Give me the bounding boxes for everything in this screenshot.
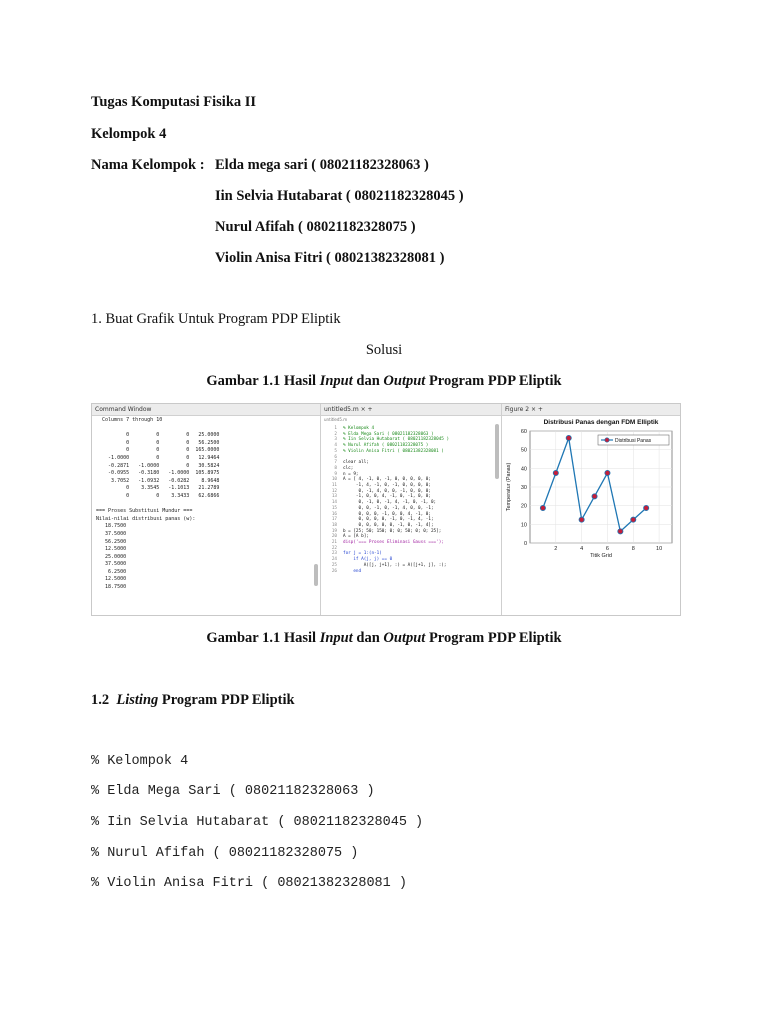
data-point [631, 517, 636, 522]
line-number: 20 [331, 534, 337, 540]
line-number: 18 [331, 522, 337, 528]
code-text: % Nurul Afifah ( 08021182328075 ) [343, 443, 429, 449]
code-text: 0, 0, -1, 0, -1, 4, 0, 0, -1; [343, 505, 434, 511]
x-tick-label: 4 [580, 546, 584, 552]
command-scrollbar[interactable] [314, 564, 318, 586]
command-output-line: 0 0 3.3433 62.6866 [96, 492, 220, 499]
line-number: 26 [331, 568, 337, 574]
command-output-line: 37.5000 [96, 561, 127, 568]
command-output-line: Nilai-nilai distribusi panas (w): [96, 515, 196, 522]
legend-marker [605, 438, 609, 442]
line-number: 21 [331, 540, 337, 546]
code-text: for j = 1:(n-1) [343, 551, 382, 557]
command-output-line: 12.5000 [96, 576, 127, 583]
data-point [566, 435, 571, 440]
code-line-1: % Kelompok 4 [91, 754, 189, 769]
code-line-5: % Violin Anisa Fitri ( 08021382328081 ) [91, 876, 407, 891]
line-number: 5 [334, 448, 337, 454]
line-number: 8 [334, 465, 337, 471]
editor-scrollbar[interactable] [495, 424, 499, 479]
group-name: Kelompok 4 [91, 126, 167, 142]
x-tick-label: 8 [631, 546, 635, 552]
editor-tab[interactable]: untitled5.m × + [321, 404, 501, 416]
heat-distribution-chart [502, 415, 680, 615]
data-point [618, 529, 623, 534]
editor-pane [321, 404, 502, 615]
figure-caption-bottom: Gambar 1.1 Hasil Input dan Output Program PDP Eliptik [206, 630, 562, 646]
command-output-line: -0.0955 -0.3180 -1.0000 105.8975 [96, 470, 220, 477]
code-text: 0, -1, 0, -1, 4, -1, 0, -1, 0; [343, 500, 437, 506]
editor-code-line [323, 569, 501, 575]
command-output-line [96, 425, 320, 433]
line-number: 9 [334, 471, 337, 477]
command-output-line: 25.0000 [96, 553, 127, 560]
member-2: Iin Selvia Hutabarat ( 08021182328045 ) [215, 188, 464, 204]
figure-tab[interactable]: Figure 2 × + [502, 404, 680, 416]
data-point [592, 494, 597, 499]
member-1: Elda mega sari ( 08021182328063 ) [215, 157, 429, 173]
x-tick-label: 2 [554, 546, 558, 552]
command-output-line: 0 0 0 25.0000 [96, 432, 220, 439]
code-text: b = [25; 50; 150; 0; 0; 50; 0; 0; 25]; [343, 528, 442, 534]
code-text: 0, -1, 4, 0, 0, -1, 0, 0, 0; [343, 488, 431, 494]
code-text: clear all; [343, 460, 369, 466]
line-number: 22 [331, 545, 337, 551]
figure-window [502, 404, 680, 615]
code-line-3: % Iin Selvia Hutabarat ( 08021182328045 ) [91, 815, 424, 830]
code-text: % Iin Selvia Hutabarat ( 08021182328045 ) [343, 437, 450, 443]
command-output [92, 416, 320, 592]
x-tick-label: 10 [656, 546, 663, 552]
code-text: % Kelompok 4 [343, 426, 375, 431]
line-number: 16 [331, 511, 337, 517]
code-text: 0, 0, 0, 0, -1, 0, -1, 4, -1; [343, 517, 434, 523]
y-tick-label: 20 [520, 503, 527, 510]
y-axis-label: Temperatur (Panas) [506, 462, 512, 512]
member-3: Nurul Afifah ( 08021182328075 ) [215, 219, 416, 235]
code-line-2: % Elda Mega Sari ( 08021182328063 ) [91, 784, 375, 799]
line-number: 19 [331, 528, 337, 534]
code-text: A = [ 4, -1, 0, -1, 0, 0, 0, 0, 0; [343, 477, 431, 483]
document-title: Tugas Komputasi Fisika II [91, 94, 257, 110]
solution-label: Solusi [365, 342, 403, 358]
code-text: A([j, j+1], :) = A([j+1, j], :); [343, 562, 447, 568]
y-tick-label: 30 [520, 485, 527, 491]
x-tick-label: 6 [605, 546, 609, 552]
data-point [579, 517, 584, 522]
x-axis-label: Titik Grid [590, 553, 612, 559]
command-output-line: 0 0 0 165.0000 [96, 447, 220, 454]
data-point [644, 505, 649, 510]
command-output-line: -1.0000 0 0 12.9464 [96, 454, 220, 461]
editor-code [321, 422, 501, 574]
code-text: disp('=== Proses Eliminasi Gauss ==='); [343, 540, 444, 546]
code-text: % Elda Mega Sari ( 08021182328063 ) [343, 431, 434, 437]
line-number: 25 [331, 562, 337, 568]
y-tick-label: 10 [520, 522, 527, 529]
data-point [553, 470, 558, 475]
command-output-line: 56.2500 [96, 538, 127, 545]
command-output-line [96, 501, 320, 509]
line-number: 11 [331, 483, 337, 489]
code-text: n = 9; [343, 471, 359, 477]
editor-path: untitled5.m [324, 417, 348, 422]
code-text: -1, 4, -1, 0, -1, 0, 0, 0, 0; [343, 483, 431, 489]
line-number: 1 [334, 426, 337, 431]
command-output-line: 6.2500 [96, 568, 127, 575]
command-output-line: 18.7500 [96, 523, 127, 530]
member-4: Violin Anisa Fitri ( 08021382328081 ) [215, 250, 445, 266]
line-number: 15 [331, 505, 337, 511]
command-output-line: 12.5000 [96, 546, 127, 553]
code-text: clc; [343, 465, 354, 471]
line-number: 17 [331, 517, 337, 523]
line-number: 23 [331, 551, 337, 557]
data-point [540, 505, 545, 510]
line-number: 10 [331, 477, 337, 483]
code-text: if A(j, j) == 0 [343, 557, 393, 563]
y-tick-label: 0 [523, 541, 527, 547]
line-number: 3 [334, 437, 337, 443]
command-output-line: -0.2871 -1.0000 0 30.5824 [96, 462, 220, 469]
line-number: 12 [331, 488, 337, 494]
matlab-screenshot [91, 403, 681, 616]
data-point [605, 470, 610, 475]
command-output-line: 37.5000 [96, 530, 127, 537]
code-text: 0, 0, 0, -1, 0, 0, 4, -1, 0; [343, 511, 431, 517]
command-window-title: Command Window [92, 404, 320, 416]
command-window [92, 404, 321, 615]
listing-heading: 1.2 Listing Program PDP Eliptik [91, 692, 295, 708]
code-line-4: % Nurul Afifah ( 08021182328075 ) [91, 846, 359, 861]
line-number: 7 [334, 460, 337, 466]
command-output-line: === Proses Substitusi Mundur === [96, 508, 193, 515]
line-number: 2 [334, 431, 337, 437]
code-text: 0, 0, 0, 0, 0, -1, 0, -1, 4]; [343, 522, 434, 528]
command-output-line: 3.7052 -1.0932 -0.0282 8.9648 [96, 477, 220, 484]
legend-label: Distribusi Panas [615, 438, 652, 444]
y-tick-label: 40 [520, 466, 527, 473]
code-text: A = [A b]; [343, 534, 369, 540]
code-text: % Violin Anisa Fitri ( 08021382328081 ) [343, 448, 444, 454]
members-label: Nama Kelompok : [91, 157, 205, 173]
y-tick-label: 60 [520, 429, 527, 435]
chart-title: Distribusi Panas dengan FDM Elliptik [543, 419, 659, 426]
y-tick-label: 50 [520, 447, 527, 454]
command-output-line: Columns 7 through 10 [96, 417, 163, 423]
line-number: 24 [331, 557, 337, 563]
task-heading: 1. Buat Grafik Untuk Program PDP Eliptik [91, 311, 341, 327]
line-number: 13 [331, 494, 337, 500]
figure-caption-top: Gambar 1.1 Hasil Input dan Output Program PDP Eliptik [206, 373, 562, 389]
command-output-line: 0 3.3545 -1.1013 21.2789 [96, 485, 220, 492]
code-text: end [343, 568, 362, 574]
command-output-line: 18.7500 [96, 584, 127, 591]
command-output-line: 0 0 0 56.2500 [96, 439, 220, 446]
line-number: 6 [334, 454, 337, 460]
code-text: -1, 0, 0, 4, -1, 0, -1, 0, 0; [343, 494, 431, 500]
line-number: 4 [334, 443, 337, 449]
line-number: 14 [331, 500, 337, 506]
